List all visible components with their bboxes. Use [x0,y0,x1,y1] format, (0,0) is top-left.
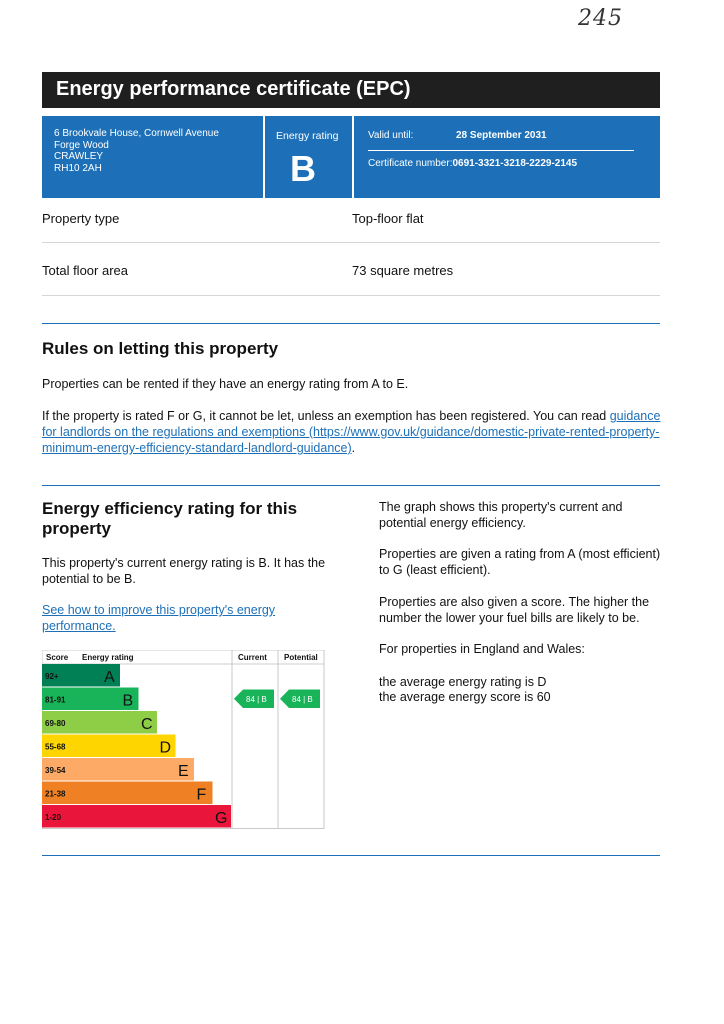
rules-paragraph: Properties can be rented if they have an energy rating from A to E. [42,377,409,391]
valid-until-rule [368,150,634,151]
property-type-value: Top-floor flat [352,211,424,226]
energy-rating-letter: B [290,148,316,189]
section-divider [42,485,660,486]
address-line: Forge Wood [54,139,109,151]
floor-area-label: Total floor area [42,263,128,278]
score-label-d: 55-68 [45,742,66,752]
score-label-g: 1-20 [45,812,62,822]
score-label-c: 69-80 [45,718,66,728]
score-header: Score [46,653,69,662]
page-title: Energy performance certificate (EPC) [56,78,411,100]
section-divider [42,855,660,856]
page-number: 245 [578,6,623,31]
summary-divider [352,116,354,198]
rules-heading: Rules on letting this property [42,339,279,358]
efficiency-heading: Energy efficiency rating for this property [42,499,298,538]
average-rating: the average energy rating is D [379,675,547,689]
rating-bar-e [76,758,194,781]
certificate-number-label: Certificate number: [368,158,453,169]
current-header: Current [238,653,267,662]
certificate-number [368,158,577,169]
landlord-guidance-link[interactable]: guidance for landlords on the regulations and exemptions (https://www.gov.uk/guidance/domestic-private-rented-property-minimum-energy-efficiency-standard-landlord-guidance) [42,409,661,455]
potential-header: Potential [284,653,318,662]
england-wales-label: For properties in England and Wales: [379,642,585,656]
score-description: Properties are also given a score. The higher the number the lower your fuel bills are likely to be. [379,595,650,625]
divider [42,242,660,243]
valid-until-date: 28 September 2031 [456,130,547,141]
rating-letter-e: E [178,762,189,780]
floor-area-value: 73 square metres [352,263,454,278]
certificate-number-value: 0691-3321-3218-2229-2145 [452,158,578,169]
rating-letter-g: G [215,809,228,827]
score-label-b: 81-91 [45,695,66,705]
rating-letter-c: C [141,715,153,733]
score-label-f: 21-38 [45,789,66,799]
rules-exemption-text: If the property is rated F or G, it cannot be let, unless an exemption has been registered. You can read [42,409,610,423]
certificate-summary-box [42,116,660,198]
score-label-a: 92+ [45,671,59,681]
rating-letter-f: F [196,786,207,804]
address-line: 6 Brookvale House, Cornwell Avenue [54,128,219,139]
average-score: the average energy score is 60 [379,690,551,704]
current-rating-text: This property's current energy rating is B. It has the potential to be B. [42,556,326,586]
energy-rating-label: Energy rating [276,130,339,142]
address-line: RH10 2AH [54,162,102,174]
section-divider [42,323,660,324]
energy-rating-header: Energy rating [82,653,134,662]
improve-performance-link[interactable]: See how to improve this property's energy performance. [42,603,276,633]
rating-letter-b: B [122,692,134,710]
rating-letter-d: D [159,739,172,757]
rating-letter-a: A [104,668,115,686]
address-line: CRAWLEY [54,151,104,162]
score-label-e: 39-54 [45,765,66,775]
rules-exemption-paragraph [42,408,664,456]
current-rating-arrow-label: 84 | B [246,694,267,704]
rules-exemption-end: . [351,441,356,455]
property-address [54,128,219,174]
rating-scale-description: Properties are given a rating from A (most efficient) to G (least efficient). [379,547,661,577]
divider [42,295,660,296]
potential-rating-arrow-label: 84 | B [292,694,313,704]
valid-until-label: Valid until: [368,130,414,141]
property-type-label: Property type [42,211,120,226]
energy-rating-chart [42,650,332,832]
graph-description: The graph shows this property's current and potential energy efficiency. [379,500,623,530]
summary-divider [263,116,265,198]
rating-bar-f [76,782,213,805]
rating-bar-g [76,805,231,828]
